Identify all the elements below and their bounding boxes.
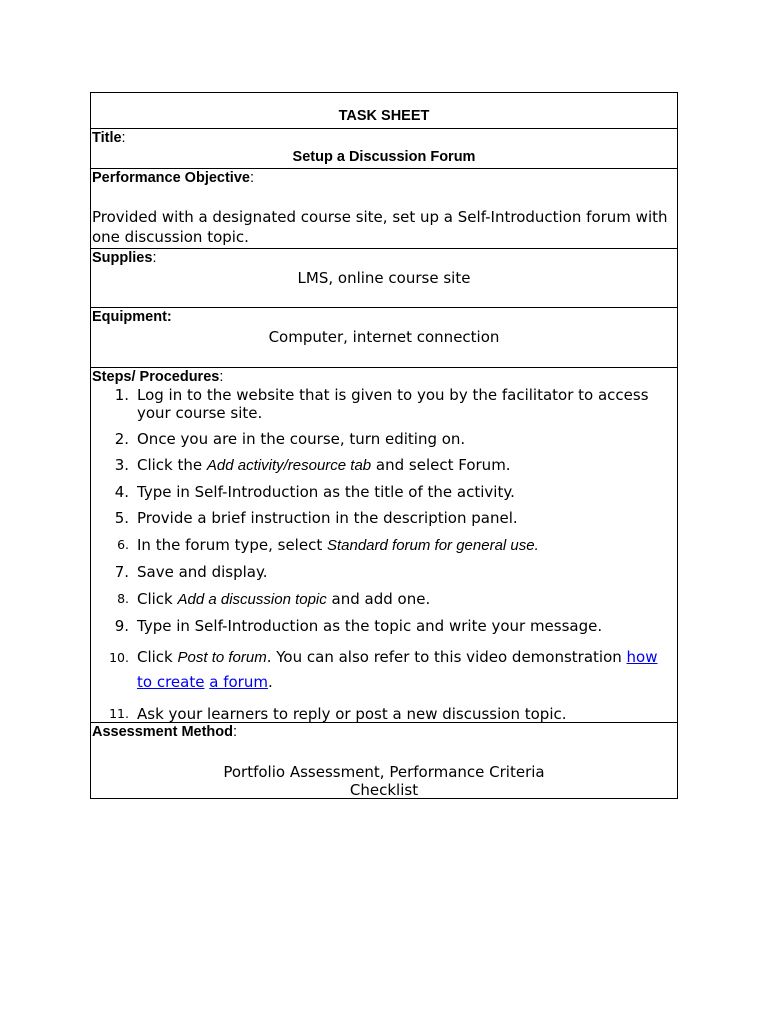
assessment-row (91, 722, 677, 798)
step-text: Click the Add activity/resource tab and select Forum. (137, 456, 511, 474)
objective-row (91, 168, 677, 248)
step-item (91, 590, 669, 609)
step-number: 8. (117, 591, 129, 606)
sheet-heading: TASK SHEET (338, 108, 430, 124)
step-text: Type in Self-Introduction as the title of the activity. (137, 483, 515, 501)
step-text: Ask your learners to reply or post a new discussion topic. (137, 705, 567, 723)
step-emphasis: Add activity/resource tab (206, 457, 372, 474)
step-emphasis: Post to forum (177, 649, 267, 666)
assessment-line-1: Portfolio Assessment, Performance Criteria (223, 763, 545, 781)
video-link-how-to-create[interactable]: how to create (137, 648, 658, 691)
step-number: 10. (109, 650, 129, 665)
supplies-value: LMS, online course site (297, 269, 471, 287)
step-item (91, 705, 669, 723)
step-item (91, 386, 669, 422)
step-text: Type in Self-Introduction as the topic and write your message. (137, 617, 603, 635)
header-row (91, 93, 677, 128)
step-text: Once you are in the course, turn editing on. (137, 430, 466, 448)
step-number: 2. (114, 430, 129, 448)
supplies-row (91, 248, 677, 307)
equipment-value: Computer, internet connection (268, 328, 500, 346)
step-item (91, 430, 669, 448)
step-item (91, 456, 669, 475)
step-text: Click Add a discussion topic and add one. (137, 590, 431, 608)
step-emphasis: Standard forum for general use. (326, 537, 539, 554)
title-row (91, 128, 677, 168)
step-number: 7. (114, 563, 129, 581)
task-sheet-table (90, 92, 678, 799)
step-text: Provide a brief instruction in the description panel. (137, 509, 518, 527)
step-emphasis: Add a discussion topic (177, 591, 327, 608)
assessment-value (91, 763, 677, 799)
step-number: 3. (114, 456, 129, 474)
steps-list (91, 386, 669, 723)
step-number: 6. (117, 537, 129, 552)
equipment-label: Equipment: (92, 309, 172, 325)
title-value: Setup a Discussion Forum (292, 149, 476, 165)
step-text: In the forum type, select Standard forum for general use. (137, 536, 539, 554)
step-number: 4. (114, 483, 129, 501)
step-item (91, 509, 669, 527)
title-label: Title: (92, 130, 126, 146)
supplies-label: Supplies: (92, 250, 157, 266)
step-item (91, 483, 669, 501)
step-text: Log in to the website that is given to you by the facilitator to access your course site. (137, 386, 649, 422)
step-item (91, 645, 669, 695)
video-link-a-forum[interactable]: a forum (209, 673, 268, 691)
steps-row (91, 367, 677, 722)
step-text: Save and display. (137, 563, 268, 581)
objective-value: Provided with a designated course site, set up a Self-Introduction forum with one discussion topic. (92, 208, 668, 246)
steps-label: Steps/ Procedures: (92, 369, 224, 385)
step-number: 11. (109, 706, 129, 721)
step-number: 5. (114, 509, 129, 527)
objective-label: Performance Objective: (92, 170, 254, 186)
step-text: Click Post to forum. You can also refer to this video demonstration how to create a forum. (137, 648, 658, 691)
assessment-label: Assessment Method: (92, 724, 238, 740)
step-number: 1. (114, 386, 129, 404)
assessment-line-2: Checklist (349, 781, 419, 799)
step-number: 9. (114, 617, 129, 635)
step-item (91, 536, 669, 555)
step-item (91, 617, 669, 635)
step-item (91, 563, 669, 581)
equipment-row (91, 307, 677, 367)
